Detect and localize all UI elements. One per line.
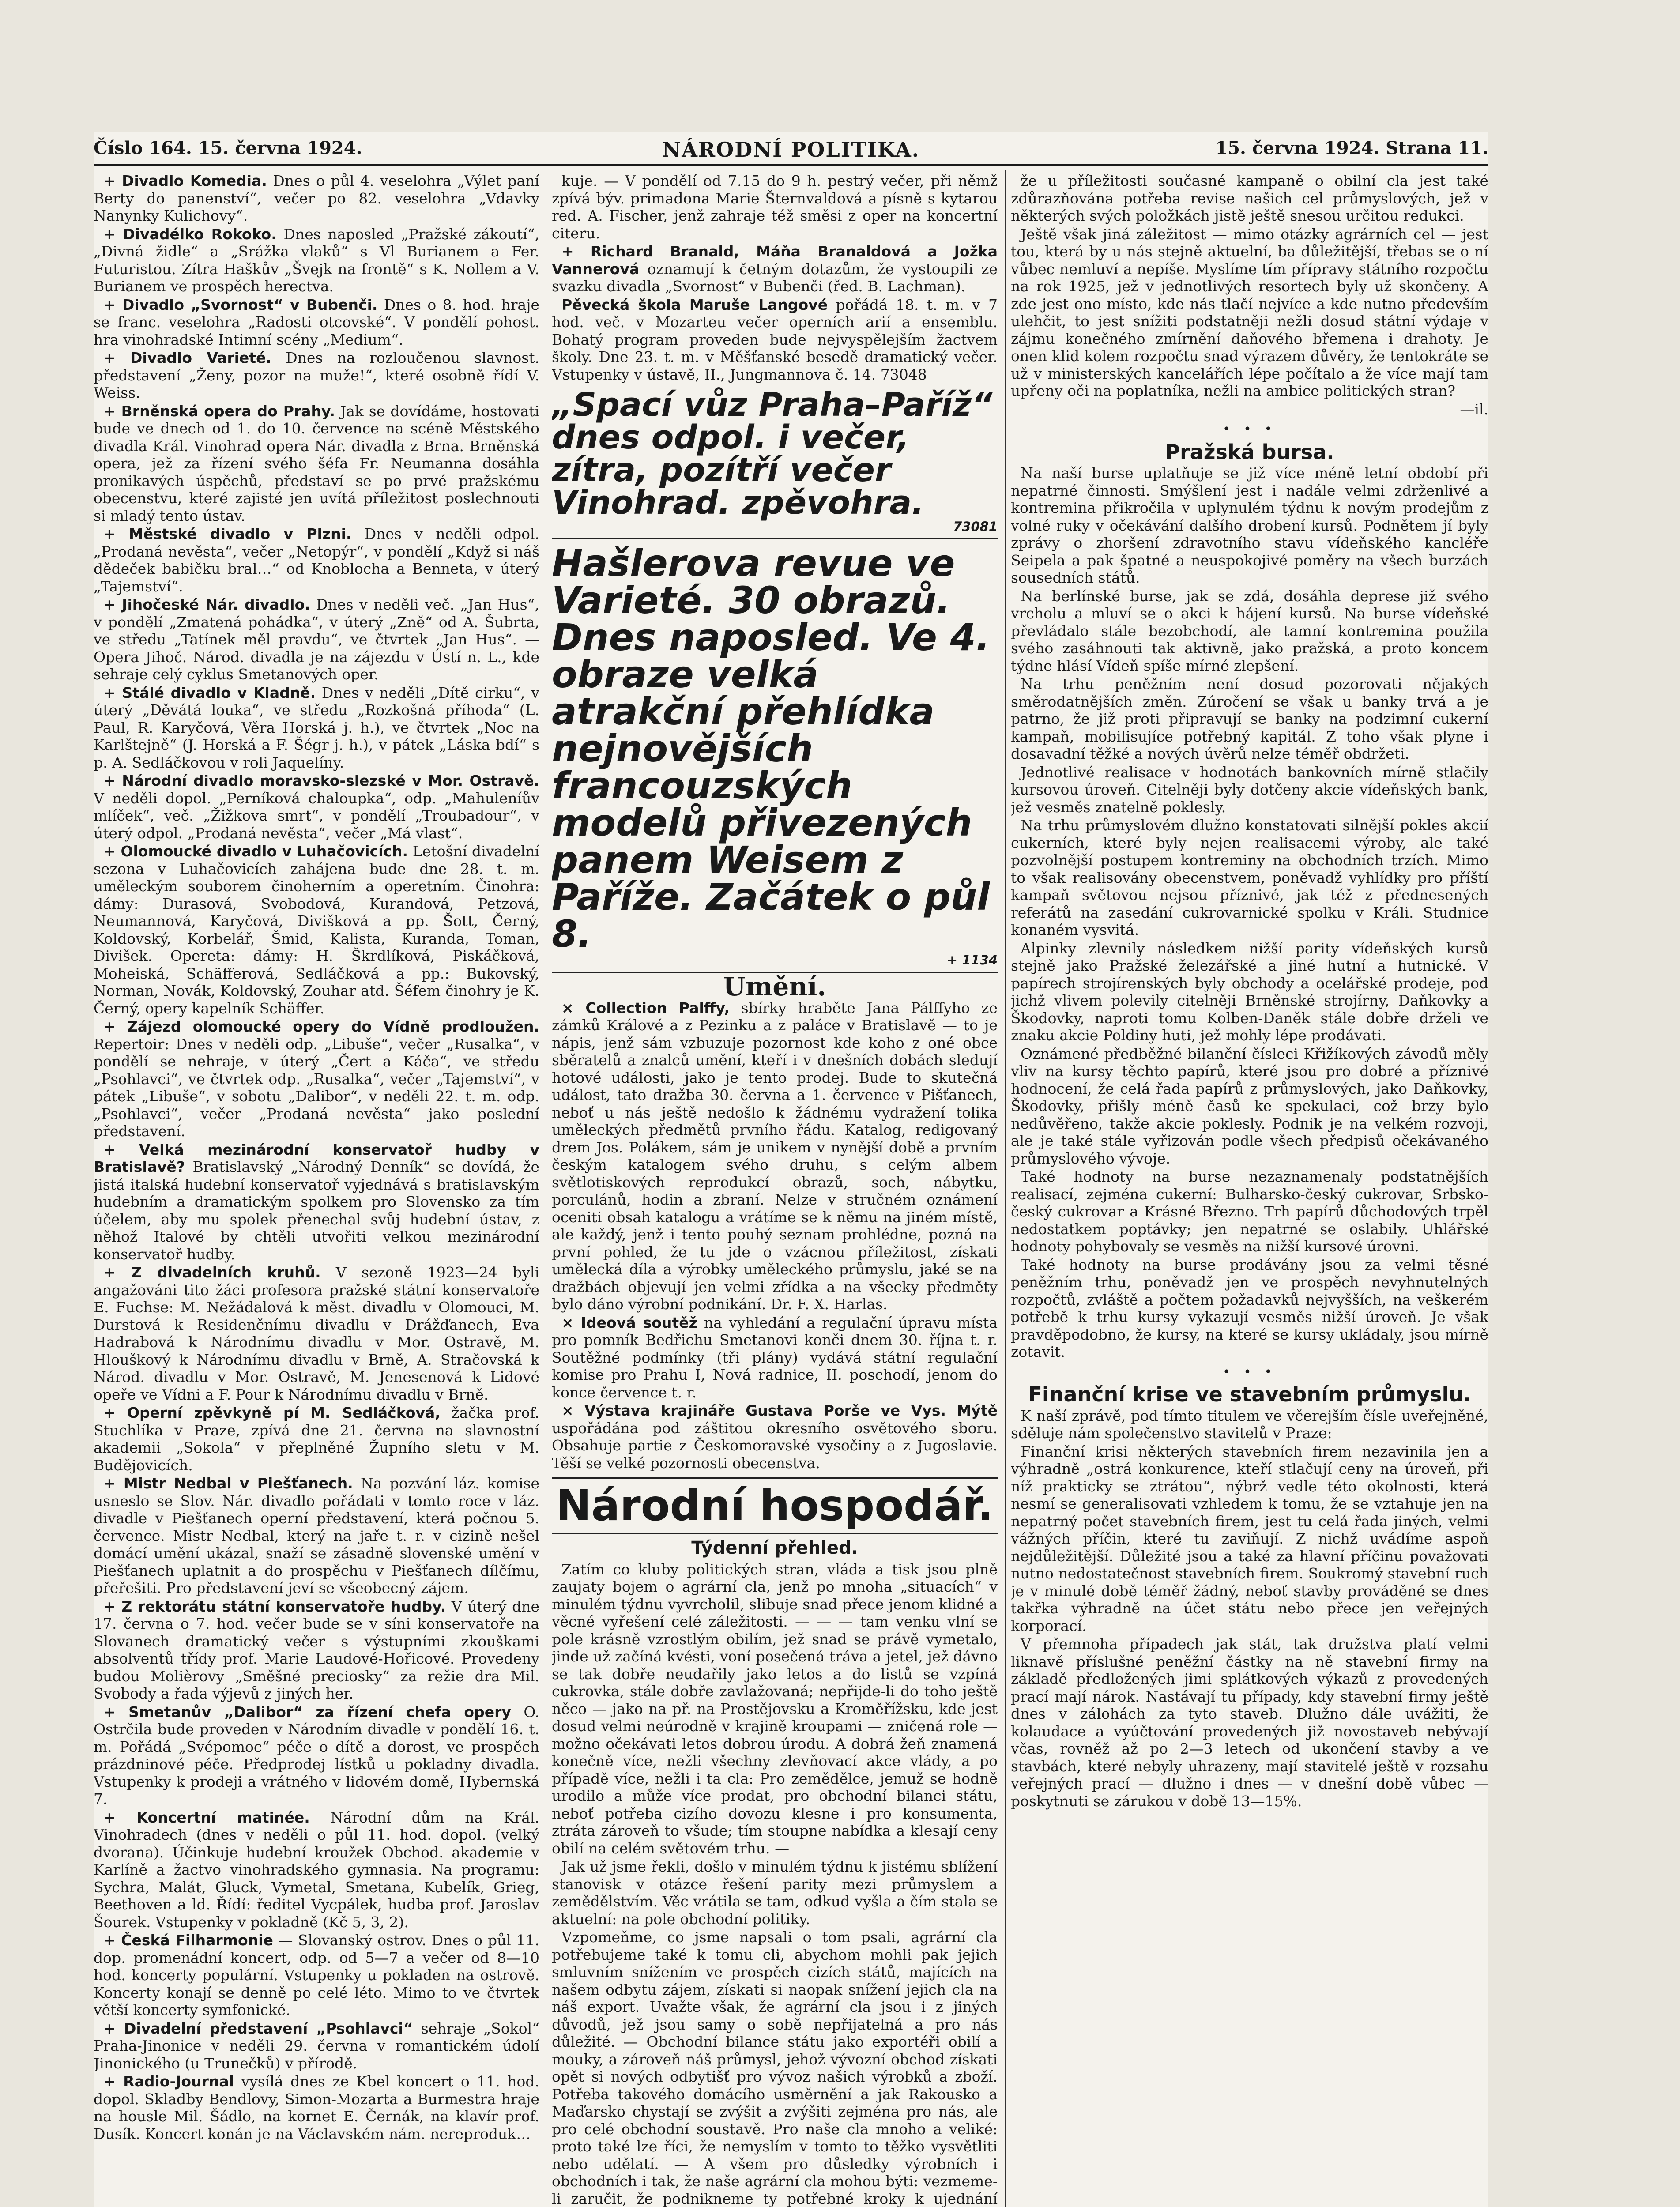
- theatre-notice: [94, 1703, 539, 1808]
- notice-text: Dnes na rozloučenou slavnost. představení „Ženy, pozor na muže!“, které osobně řídí V. Weiss.: [94, 349, 539, 401]
- notice-heading: + Divadelní představení „Psohlavci“: [103, 2019, 413, 2037]
- paragraph: Také hodnoty na burse prodávány jsou za velmi těsné peněžním trhu, poněvadž jen ve prospěch nevyhnutelných rozpočtů, zvláště a počtem požadavků nejvyšších, na veškerém potřebě k trhu kursy vykazují vesměs nižší úroveň. Je však pravděpodobno, že kursy, na které se kursy ukládaly, jsou mírně zotavit.: [1011, 1256, 1488, 1360]
- ad-number: + 1134: [946, 953, 998, 968]
- theatre-notice: [94, 843, 539, 1017]
- paragraph: Finanční krisi některých stavebních firem nezavinila jen a výhradně „ostrá konkurence, kteří stlačují ceny na úroveň, při níž prakticky se ztrátou“, nýbrž vedle této okolnosti, která nesmí se generalisovati vzhledem k tomu, že se vztahuje jen na nepatrný počet stavebních firem, jest tu celá řada jiných, velmi vážných příčin, které tu zaviňují. Z nichž uvádíme aspoň nejdůležitější. Důležité jsou a také za hlavní příčinu považovati nutno nedostatečnost stavebních firem. Soukromý stavební ruch je v minulé době téměř žádný, neboť stavby prováděné se dnes takřka výhradně na účet státu nebo přece jen veřejných korporací.: [1011, 1442, 1488, 1635]
- paragraph: K naší zprávě, pod tímto titulem ve včerejším čísle uveřejněné, sděluje nám společenstvo stavitelů v Praze:: [1011, 1407, 1488, 1442]
- paragraph: Vzpomeňme, co jsme napsali o tom psali, agrární cla potřebujeme také k tomu cli, abychom mohli pak jejich smluvním snížením ve prospěch cizích států, majících na našem odbytu zájem, získati si naopak snížení jejich cla na náš export. Uvažte však, že agrární cla jsou i z jiných důvodů, jež jsou samy o sobě nepřijatelná a pro nás důležité. — Obchodní bilance státu jako exportéři obilí a mouky, a zároveň náš průmysl, jehož vývozní obchod získati opět si nových odbytišť pro vývoz našich výrobků a zboží. Potřeba takového domácího usměrnění a jak Rakousko a Maďarsko chystají se zvýšit a zvýšiti zejména pro nás, ale pro celé obchodní soustavě. Pro naše cla mnoho a veliké: proto také lze říci, že nemyslím v tomto to těžko vysvětliti nebo udělatí. — A všem pro důsledky výrobních i obchodních i tak, že naše agrární cla mohou býti: vezmeme-li zaručit, že podnikneme ty potřebné kroky k ujednání: [552, 1928, 998, 2207]
- section-heading-umeni: Umění.: [723, 972, 826, 1002]
- section-heading-narodni-hospodar: Národní hospodář.: [552, 1477, 998, 1534]
- construction-crisis-article: [1011, 1407, 1488, 1810]
- column-divider: [1005, 170, 1006, 2207]
- paragraph: Na trhu peněžním není dosud pozorovati nějakých směrodatnějších změn. Zúročení se však u banky trvá a je patrno, že již proti připravují se banky na podzimní cukerní kampaň, mobilisujíce potřebný kapitál. Z toho však plyne i dosavadní těžké a nových úvěrů nelze téměř obdržeti.: [1011, 675, 1488, 762]
- notice-heading: × Collection Palffy,: [561, 999, 730, 1017]
- section-heading-financni-krise: Finanční krise ve stavebním průmyslu.: [1028, 1382, 1471, 1406]
- notice-text: Jak se dovídáme, hostovati bude ve dnech od 1. do 10. července na scéně Městského divadla Král. Vinohrad opera Nár. divadla z Brna. Brněnská opera, jež za řízení svého šéfa Fr. Neumanna dosáhla pronikavých úspěchů, představí se po prvé pražskému obecenstvu, které zajisté jen uvítá příležitost poslechnouti si mladý tento ústav.: [94, 402, 539, 524]
- paragraph: Na naší burse uplatňuje se již více méně letní období při nepatrné činnosti. Smýšlení jest i nadále velmi zdrženlivé a kontremina přikročila v uplynulém týdnu k novým prodejům z volné ruky v očekávání dalšího drobení kursů. Podnětem jí byly zprávy o zhoršení zdravotního stavu vídeňského kancléře Seipela a pak špatné a neuspokojivé poměry na všech burzách sousedních států.: [1011, 464, 1488, 586]
- notice-heading: + Radio-Journal: [103, 2073, 234, 2090]
- notice-text: na vyhledání a regulační úpravu místa pro pomník Bedřichu Smetanovi konči dnem 30. října t. r. Soutěžné podmínky (tři plány) vydává státní regulační komise pro Prahu I, Nová radnice, II. poschodí, jenom do konce července t. r.: [552, 1314, 998, 1401]
- notice-heading: + Smetanův „Dalibor“ za řízení chefa opery: [103, 1703, 511, 1721]
- notice-text: V sezoně 1923—24 byli angažováni tito žáci profesora pražské státní konservatoře E. Fuchse: M. Nežádalová k měst. divadlu v Olomouci, M. Durstová k Residenčnímu divadlu v Drážďanech, Eva Hadrabová k Národnímu divadlu v Mor. Ostravě, M. Hlouškový k Národnímu divadlu v Brně, A. Stračovská k Národ. divadlu v Mor. Ostravě, M. Jenesenová k Lidové opeře ve Vídni a F. Pour k Národnímu divadlu v Brně.: [94, 1264, 539, 1403]
- notice-heading: + Z divadelních kruhů.: [103, 1264, 321, 1281]
- theatre-notice: [94, 684, 539, 772]
- theatre-notice: [94, 1141, 539, 1263]
- notice-text: Letošní divadelní sezona v Luhačovicích zahájena bude dne 28. t. m. uměleckým souborem činoherním a operetním. Činohra: dámy: Durasová, Svobodová, Kurandová, Petzová, Neumannová, Karyčová, Divišková a pp. Šott, Černý, Koldovský, Korbelář, Šmid, Kalista, Kuranda, Toman, Divišek. Opereta: dámy: H. Škrdlíková, Piskáčková, Moheiská, Schäfferová, Sedláčková a pp.: Bukovský, Norman, Novák, Koldovský, Zouhar atd. Šéfem činohry je K. Černý, opery kapelník Schäffer.: [94, 843, 539, 1017]
- separator-stars: • • •: [1222, 1364, 1277, 1380]
- notice-heading: + Stálé divadlo v Kladně.: [103, 684, 316, 701]
- notice-text: V úterý dne 17. června o 7. hod. večer bude se v síni konservatoře na Slovanech dramatický večer s výstupními zkouškami absolventů třídy prof. Marie Laudové-Hořicové. Provedeny budou Molièrovy „Směšné preciosky“ za režie dra Mil. Svobody a řada výjevů z jiných her.: [94, 1597, 539, 1702]
- theatre-notice: [94, 2020, 539, 2072]
- notice-text: Dnes o půl 4. veselohra „Výlet paní Berty do panenství“, večer po 82. veselohra „Vdavky Nanynky Kulichovy“.: [94, 172, 539, 224]
- theatre-notice: [94, 772, 539, 842]
- notice-heading: + Zájezd olomoucké opery do Vídně prodloužen.: [103, 1018, 539, 1035]
- page-info: 15. června 1924. Strana 11.: [1215, 138, 1488, 158]
- notice-heading: + Divadlo Komedia.: [103, 172, 267, 189]
- economy-article-continuation: [1011, 172, 1488, 400]
- paragraph: Také hodnoty na burse nezaznamenaly podstatnějších realisací, zejména cukerní: Bulharsko-český cukrovar, Srbsko-český cukrovar a Krásné Březno. Trh papírů důchodových trpěl nedostatkem poptávky; jen nepatrné se oslabily. Uhlářské hodnoty pohybovaly se vesměs na nižší kursové úrovni.: [1011, 1168, 1488, 1255]
- theatre-notice: [94, 1598, 539, 1702]
- paragraph: Zatím co kluby politických stran, vláda a tisk jsou plně zaujaty bojem o agrární cla, jenž po mnoha „situacích“ v minulém týdnu vyvrcholil, slibuje snad přece jenom klidné a věcné vyřešení celé záležitosti. — — — tam venku vlní se pole krásně vzrostlým obilím, jež snad se právě vymetalo, jinde už začíná kvésti, voní posečená tráva a jetel, jež dávno se tak dobře neudařily jako letos a do listů se vzpíná cukrovka, stále dobře zavlažovaná; nepřijde-li do toho ještě něco — jako na př. na Prostějovsku a Kroměřížsku, kde jest dosud velmi neúrodně v krajině kroupami — zničená role — možno očekávati letos dobrou úrodu. A dobrá žeň znamená konečně více, nežli všechny zlevňovací akce vlády, a po případě více, nežli i ta cla: Pro zemědělce, jemuž se hodně urodilo a může více prodat, pro obchodní bilanci státu, neboť potřeba cizího dovozu klesne i pro konsumenta, ztráta zároveň to všude; tím stoupne nabídka a klesají ceny obilí na celém světovém trhu. —: [552, 1560, 998, 1857]
- notice-text: sehraje „Sokol“ Praha-Jinonice v neděli 29. června v romantickém údolí Jinonického (u Trunečků) v přírodě.: [94, 2019, 539, 2072]
- notice-heading: + Národní divadlo moravsko-slezské v Mor. Ostravě.: [103, 772, 539, 789]
- theatre-notice: [94, 1264, 539, 1403]
- notice-heading: + Richard Branald, Máňa Branaldová a Jožka Vannerová: [552, 243, 998, 278]
- notice-heading: + Velká mezinárodní konservatoř hudby v Bratislavě?: [94, 1141, 539, 1175]
- theatre-notice: [94, 403, 539, 525]
- notice-heading: + Brněnská opera do Prahy.: [103, 402, 335, 420]
- subheading-tydenni-prehled: Týdenní přehled.: [691, 1538, 858, 1558]
- notice-text: žačka prof. Stuchlíka v Praze, zpívá dne 21. června na slavnostní akademii „Sokola“ v přeplněné Župního sletu v M. Budějovicích.: [94, 1404, 539, 1474]
- paragraph: Na berlínské burse, jak se zdá, dosáhla deprese již svého vrcholu a mluví se o akci k hájení kursů. Na burse vídeňské převládalo stále bezobchodí, ale tamní kontremina použila svého zasáhnouti tak aktivně, jako pražská, a proto koncem týdne hlásí Vídeň spíše mírné zlepšení.: [1011, 587, 1488, 674]
- paragraph: Jak už jsme řekli, došlo v minulém týdnu k jistému sblížení stanovisk v otázce řešení parity mezi průmyslem a zemědělstvím. Věc vrátila se tam, odkud vyšla a čím stala se aktuelní: na pole obchodní politiky.: [552, 1858, 998, 1928]
- newspaper-title: NÁRODNÍ POLITIKA.: [662, 138, 920, 162]
- paragraph: Jednotlivé realisace v hodnotách bankovních mírně stlačily kursovou úroveň. Citelněji byly dotčeny akcie vídeňských bank, jež vesměs znatelně poklesly.: [1011, 763, 1488, 816]
- theatre-notice: [94, 1809, 539, 1931]
- paragraph: Na trhu průmyslovém dlužno konstatovati silnější pokles akcií cukerních, které byly nejen realisacemi výroby, ale také pozvolnější postupem kontreminy na obchodních trzích. Mimo to však realisovány obecenstvem, poněvadž vyhlídky pro příští kampaň světovou nejsou příznivé, jak též z přednesených referátů na zasedání cukrovarnické spolku v Králi. Studnice konaném vysvitá.: [1011, 817, 1488, 938]
- issue-info: Číslo 164. 15. června 1924.: [94, 138, 362, 158]
- column-middle: [552, 172, 998, 2207]
- notice-heading: + Jihočeské Nár. divadlo.: [103, 596, 310, 613]
- art-notice: [552, 1402, 998, 1472]
- advertisement-haslerova-revue: [552, 542, 998, 973]
- art-news-list: [552, 999, 998, 1472]
- notice-heading: + Česká Filharmonie: [103, 1932, 273, 1949]
- notice-text: Repertoir: Dnes v neděli odp. „Libuše“, večer „Rusalka“, v pondělí se nehraje, v úterý „Čert a Káča“, ve středu „Psohlavci“, ve čtvrtek odp. „Rusalka“, večer „Tajemství“, v pátek „Libuše“, v sobotu „Dalibor“, v neděli 22. t. m. odp. „Psohlavci“, večer „Prodaná nevěsta“ jako poslední představení.: [94, 1035, 539, 1140]
- author-signature: —il.: [1460, 400, 1488, 418]
- notice-text: Dnes o 8. hod. hraje se franc. veselohra „Radosti otcovské“. V pondělí pohost. hra vinohradské Intimní scény „Medium“.: [94, 296, 539, 348]
- notice: [552, 296, 998, 384]
- notice-text: V neděli dopol. „Perníková chaloupka“, odp. „Mahuleníův mlíček“, več. „Žižkova smrt“, v pondělí „Troubadour“, v úterý odpol. „Prodaná nevěsta“, večer „Má vlast“.: [94, 789, 539, 842]
- notice-text: Dnes v neděli „Dítě cirku“, v úterý „Děvátá louka“, ve středu „Rozkošná příhoda“ (L. Paul, R. Karyčová, Věra Horská j. h.), ve čtvrtek „Noc na Karlštejně“ (J. Horská a F. Šégr j. h.), v pátek „Láska bdí“ s p. A. Sedláčkovou v roli Jaquelíny.: [94, 684, 539, 771]
- separator-stars: • • •: [1222, 422, 1277, 437]
- notice-heading: + Divadélko Rokoko.: [103, 225, 277, 243]
- section-heading-prazska-bursa: Pražská bursa.: [1165, 440, 1334, 464]
- notice: [552, 243, 998, 295]
- notice-heading: + Divadlo „Svornost“ v Bubenči.: [103, 296, 378, 313]
- notice-text: — Slovanský ostrov. Dnes o půl 11. dop. promenádní koncert, odp. od 5—7 a večer od 8—10 hod. koncerty populární. Vstupenky u pokladen na ostrově. Koncerty konají se denně po celé léto. Mimo to ve čtvrtek větší koncerty symfonické.: [94, 1932, 539, 2019]
- advertisement-spaci-vuz: [552, 386, 998, 539]
- paragraph: V přemnoha případech jak stát, tak družstva platí velmi liknavě příslušné peněžní částky na ně stavební firmy na základě předložených jimi splátkových výkazů z provedených prací mají nárok. Nastávají tu případy, kdy stavební firmy ještě dnes v zálohách za tyto staveb. Dlužno dále uvážiti, že kolaudace a vyúčtování provedených již novostaveb nebývají včas, rovněž až po 2—3 letech od ukončení stavby a ve stavbách, které nebyly uhrazeny, mají stavitelé ještě v rozsahu veřejných prací — dlužno i dnes — v dnešní době vůbec — poskytnuti se zárukou v době 13—15%.: [1011, 1635, 1488, 1810]
- theatre-notice: [94, 596, 539, 683]
- theatre-notice: [94, 1018, 539, 1140]
- theatre-notice: [94, 226, 539, 295]
- notice-text: oznamují k četným dotazům, že vystoupili ze svazku divadla „Svornost“ v Bubenči (řed. B. Lachman).: [552, 260, 998, 295]
- art-notice: [552, 1314, 998, 1401]
- notice-heading: + Městské divadlo v Plzni.: [103, 525, 352, 542]
- paragraph: Oznámené předběžné bilanční čísleci Křižíkových závodů měly vliv na kursy těchto papírů, které jsou pro dobré a příznivé hodnocení, že celá řada papírů z průmyslových, jako Daňkovky, Škodovky, přišly méně časů ke spekulaci, což brzy bylo nedůvěřeno, takže akcie poklesly. Podnik je na velkém rozvoji, ale je také stále vyřizován podle všech předpisů očekávaného průmyslového vývoje.: [1011, 1045, 1488, 1167]
- theatre-notice: [94, 296, 539, 349]
- article-continuation: kuje. — V pondělí od 7.15 do 9 h. pestrý večer, při němž zpívá býv. primadona Marie Šternvaldová a písně s kytarou red. A. Fischer, jenž zahraje též směsi z oper na koncertní citeru.: [552, 172, 998, 242]
- paragraph: Ještě však jiná záležitost — mimo otázky agrárních cel — jest tou, která by u nás stejně aktuelní, ba důležitější, třebas se o ní vůbec nemluví a nepíše. Myslíme tím přípravy státního rozpočtu na rok 1925, jež v jednotlivých resortech byly už skončeny. A zde jest ono místo, kde nás tlačí nejvíce a kde nutno především ulehčit, to jest snížiti podstatněji nežli dosud státní výdaje v zájmu konečného zmírnění daňového břemena i drahoty. Je onen klid kolem rozpočtu snad výrazem důvěry, že tentokráte se už v ministerských kancelářích lépe počítalo a že více mají tam upřeny oči na poplatníka, nežli na ambice politických stran?: [1011, 225, 1488, 399]
- notice-heading: + Mistr Nedbal v Piešťanech.: [103, 1475, 353, 1492]
- ad-text: „Spací vůz Praha–Paříž“ dnes odpol. i večer, zítra, pozítří večer Vinohrad. zpěvohra.: [552, 386, 993, 522]
- notice-text: vysílá dnes ze Kbel koncert o 11. hod. dopol. Skladby Bendlovy, Simon-Mozarta a Burmestra hraje na housle Mil. Šádlo, na kornet E. Černák, na klavír prof. Dusík. Koncert konán je na Václavském nám. nereproduk…: [94, 2073, 539, 2143]
- theatre-notice: [94, 172, 539, 225]
- notice-heading: + Olomoucké divadlo v Luhačovicích.: [103, 843, 408, 860]
- art-notice: [552, 999, 998, 1313]
- notice-heading: + Koncertní matinée.: [103, 1808, 310, 1826]
- ad-text: Hašlerova revue ve Varieté. 30 obrazů. Dnes naposled. Ve 4. obraze velká atrakční přehlídka nejnovějších francouzských modelů přivezených panem Weisem z Paříže. Začátek o půl 8.: [552, 542, 990, 956]
- notice-text: Na pozvání láz. komise usneslo se Slov. Nár. divadlo pořádati v tomto roce v láz. divadle v Piešťanech operní představení, která počnou 5. července. Mistr Nedbal, který na jaře t. r. v cizině nešel domácí umění ukázal, snaží se zásadně slovenské umění v Piešťanech uplatnit a do prospěchu v Piešťanech dílčímu, přeřešiti. Pro představení jeví se všeobecný zájem.: [94, 1475, 539, 1597]
- theatre-notice: [94, 525, 539, 595]
- theatre-notice: [94, 1475, 539, 1597]
- notice-text: Dnes naposled „Pražské zákoutí“, „Divná židle“ a „Srážka vlaků“ s Vl Burianem a Fer. Futuristou. Zítra Haškův „Švejk na frontě“ s K. Nollem a V. Burianem ve prospěch herectva.: [94, 225, 539, 295]
- theatre-notice: [94, 2073, 539, 2143]
- stock-exchange-report: [1011, 464, 1488, 1361]
- economy-article: [552, 1561, 998, 2207]
- notice-heading: + Divadlo Varieté.: [103, 349, 271, 366]
- notice-text: Bratislavský „Národný Denník“ se dovídá, že jistá italská hudební konservatoř vyjednává s bratislavským hudebním a dramatickým spolkem pro Slovensko za tím účelem, aby mu spolek přenechal svůj hudební ústav, z něhož Italové by chtěli utvořiti velkou mezinárodní konservatoř hudby.: [94, 1158, 539, 1263]
- column-economy: [1011, 172, 1488, 2207]
- theatre-notice: [94, 1932, 539, 2019]
- notice-heading: + Z rektorátu státní konservatoře hudby.: [103, 1597, 446, 1615]
- notice-text: O. Ostrčila bude proveden v Národním divadle v pondělí 16. t. m. Pořádá „Svépomoc“ péče o dítě a dorost, ve prospěch prázdninové péče. Předprodej lístků u pokladny divadla. Vstupenky k prodeji a vrátného v lidovém domě, Hybernská 7.: [94, 1703, 539, 1808]
- masthead: [94, 138, 1488, 161]
- notice-list: [552, 243, 998, 383]
- paragraph: Alpinky zlevnily následkem nižší parity vídeňských kursů stejně jako Pražské železářské a jiné hutní a hutnické. V papírech strojírenských byly obchody a ocelářské prodeje, pod jichž vlivem polevily citelněji Brněnské strojírny, Daňkovky a Škodovky, naproti tomu Kolben-Daněk stále dobře drželi ve znaku akcie Poldiny huti, jež mohly lépe prodávati.: [1011, 939, 1488, 1044]
- column-theatre-news: [94, 172, 539, 2207]
- ad-number: 73081: [953, 519, 998, 534]
- notice-heading: × Ideová soutěž: [561, 1314, 697, 1331]
- theatre-notice: [94, 1404, 539, 1474]
- notice-text: pořádá 18. t. m. v 7 hod. več. v Mozarteu večer operních arií a ensemblu. Bohatý program proveden bude nejvyspělejším žactvem školy. Dne 23. t. m. v Měšťanské besedě dramatický večer. Vstupenky v ústavě, II., Jungmannova č. 14. 73048: [552, 296, 998, 383]
- paragraph: že u příležitosti současné kampaně o obilní cla jest také zdůrazňována potřeba revise našich cel průmyslových, jež v některých svých položkách jistě ještě snesou určitou redukci.: [1011, 172, 1488, 224]
- notice-text: sbírky hraběte Jana Pálffyho ze zámků Králové a z Pezinku a z paláce v Bratislavě — to je nápis, jenž sám vzbuzuje pozornost kde koho z oné obce sběratelů a znalců umění, kteří i v dnešních dobách sledují hotové události, jako je tento prodej. Bude to skutečná událost, tato dražba 30. června a 1. července v Pišťanech, neboť u nás ještě nedošlo k žádnému vydražení tolika uměleckých předmětů prvního řádu. Katalog, redigovaný drem Jos. Polákem, sám je unikem v nynější době a prvním českým katalogem svého druhu, s celým albem světlotiskových reprodukcí obrazů, soch, nábytku, porculánů, hodin a zbraní. Nelze v stručném oznámení oceniti obsah katalogu a vrátíme se k němu na jiném místě, ale každý, jenž i tento pouhý seznam prohlédne, pozná na první pohled, že tu jde o vzácnou příležitost, získati umělecká díla a výrobky uměleckého průmyslu, jaké se na dražbách objevují jen velmi zřídka a na všecky předměty bylo dáno výrobní podnikání. Dr. F. X. Harlas.: [552, 999, 998, 1313]
- masthead-rule: [94, 164, 1488, 166]
- notice-text: Dnes v neděli odpol. „Prodaná nevěsta“, večer „Netopýr“, v pondělí „Když si náš dědeček babičku bral…“ od Knoblocha a Benneta, v úterý „Tajemství“.: [94, 525, 539, 595]
- notice-text: uspořádána pod záštitou okresního osvětového sboru. Obsahuje partie z Českomoravské vysočiny a z Jugoslavie. Těší se velké pozornosti obecenstva.: [552, 1419, 998, 1472]
- notice-heading: × Výstava krajináře Gustava Porše ve Vys. Mýtě: [561, 1402, 998, 1419]
- theatre-notice: [94, 349, 539, 402]
- notice-heading: Pěvecká škola Maruše Langové: [561, 296, 828, 313]
- notice-text: Národní dům na Král. Vinohradech (dnes v neděli o půl 11. hod. dopol. (velký dvorana). Účinkuje hudební kroužek Obchod. akademie v Karlíně a žactvo vinohradského gymnasia. Na programu: Sychra, Malát, Gluck, Vymetal, Smetana, Kubelík, Grieg, Beethoven a ld. Řídí: ředitel Vycpálek, hudba prof. Jaroslav Šourek. Vstupenky v pokladně (Kč 5, 3, 2).: [94, 1808, 539, 1931]
- notice-text: Dnes v neděli več. „Jan Hus“, v pondělí „Zmatená pohádka“, v úterý „Zně“ od A. Šubrta, ve středu „Tatínek měl pravdu“, ve čtvrtek „Jan Hus“. — Opera Jihoč. Národ. divadla je na zájezdu v Ústí n. L., kde sehraje celý cyklus Smetanových oper.: [94, 596, 539, 683]
- notice-heading: + Operní zpěvkyně pí M. Sedláčková,: [103, 1404, 441, 1421]
